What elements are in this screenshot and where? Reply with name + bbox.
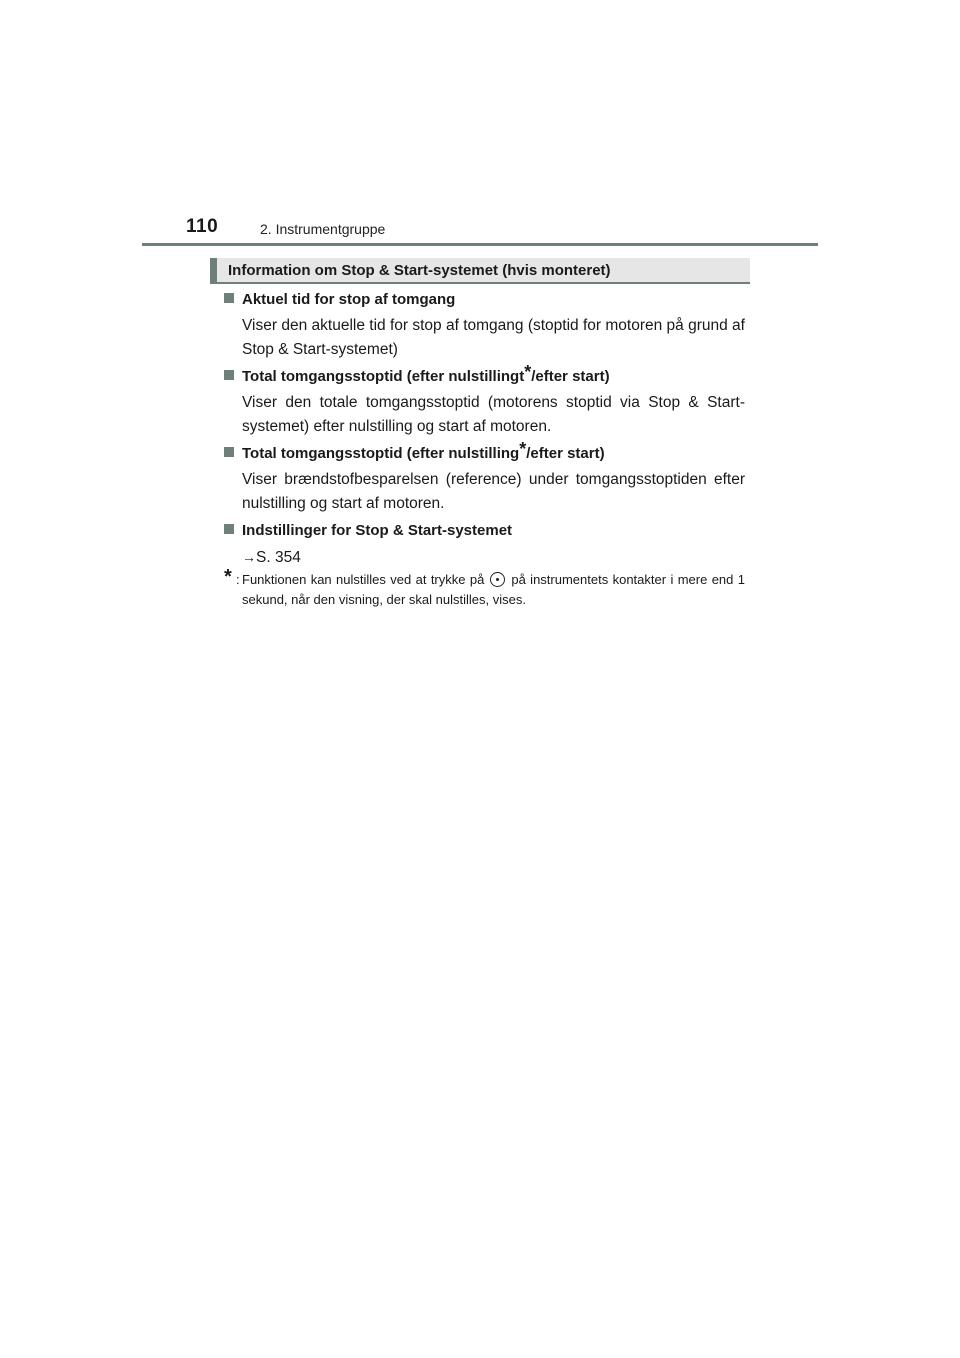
- footnote-asterisk: *: [524, 362, 532, 382]
- item-heading-total-idle-stop-fuel: [224, 439, 745, 466]
- square-bullet-icon: [224, 447, 234, 457]
- item-heading-text: Total tomgangsstoptid (efter nulstillingt: [242, 368, 525, 385]
- square-bullet-icon: [224, 293, 234, 303]
- square-bullet-icon: [224, 370, 234, 380]
- footnote-colon: :: [236, 572, 240, 587]
- footnote-asterisk: *: [519, 439, 527, 459]
- page-reference: [242, 545, 745, 570]
- footnote-text-before: Funktionen kan nulstilles ved at trykke på: [242, 572, 485, 587]
- header-rule: [142, 243, 818, 246]
- item-body: Viser brændstofbesparelsen (reference) under tomgangsstoptiden efter nulstilling og start af motoren.: [242, 471, 745, 512]
- content: [224, 288, 745, 573]
- footnote: [224, 566, 745, 610]
- footnote-text: [242, 570, 745, 610]
- item-heading-total-idle-stop: [224, 362, 745, 389]
- item-heading-text: Aktuel tid for stop af tomgang: [242, 291, 456, 308]
- item-heading-text: Indstillinger for Stop & Start-systemet: [242, 522, 513, 539]
- item-heading-text: /efter start): [526, 445, 605, 462]
- item-heading-current-idle-stop: [224, 288, 745, 312]
- item-heading-settings: [224, 519, 745, 543]
- page-reference-text: S. 354: [256, 549, 301, 566]
- page-number: 110: [186, 216, 219, 237]
- section-title: Information om Stop & Start-systemet (hvis monteret): [228, 262, 611, 279]
- item-heading-text: Total tomgangsstoptid (efter nulstilling: [242, 445, 520, 462]
- square-bullet-icon: [224, 524, 234, 534]
- item-body: Viser den totale tomgangsstoptid (motorens stoptid via Stop & Start-systemet) efter nulstilling og start af motoren.: [242, 394, 745, 435]
- item-body: Viser den aktuelle tid for stop af tomgang (stoptid for motoren på grund af Stop & Start-systemet): [242, 317, 745, 358]
- arrow-right-icon: →: [242, 549, 256, 565]
- ok-button-icon: [490, 572, 505, 587]
- section-header: [210, 258, 750, 284]
- chapter-title: 2. Instrumentgruppe: [260, 221, 386, 237]
- footnote-asterisk: *: [224, 566, 232, 588]
- footnote-text-after: på instrumentets kontakter i mere end 1 sekund, når den visning, der skal nulstilles, vises.: [242, 572, 745, 607]
- item-heading-text: /efter start): [531, 368, 610, 385]
